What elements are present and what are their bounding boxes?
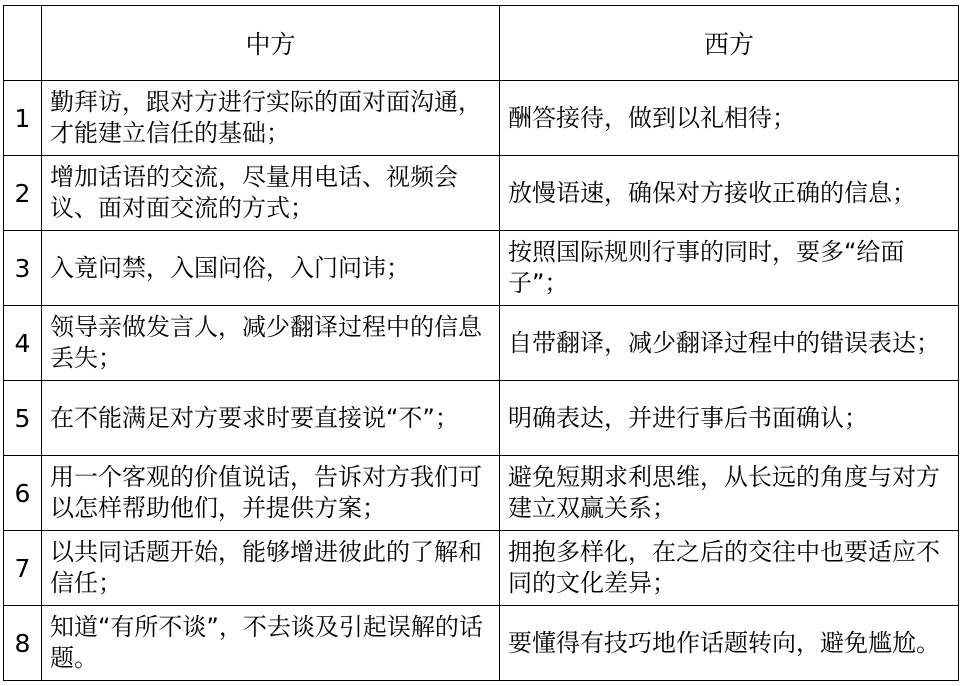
west-cell: 放慢语速，确保对方接收正确的信息； bbox=[500, 156, 959, 231]
west-cell: 酬答接待，做到以礼相待； bbox=[500, 81, 959, 156]
header-row bbox=[4, 6, 959, 81]
header-china: 中方 bbox=[42, 6, 500, 81]
table-row bbox=[4, 456, 959, 531]
china-cell: 领导亲做发言人，减少翻译过程中的信息丢失； bbox=[42, 306, 500, 381]
west-cell: 拥抱多样化，在之后的交往中也要适应不同的文化差异； bbox=[500, 531, 959, 606]
west-cell: 避免短期求利思维，从长远的角度与对方建立双赢关系； bbox=[500, 456, 959, 531]
table-row bbox=[4, 381, 959, 456]
china-cell: 知道“有所不谈”，不去谈及引起误解的话题。 bbox=[42, 606, 500, 681]
comparison-table-container bbox=[3, 5, 959, 681]
china-cell: 用一个客观的价值说话，告诉对方我们可以怎样帮助他们，并提供方案； bbox=[42, 456, 500, 531]
table-row bbox=[4, 156, 959, 231]
header-index bbox=[4, 6, 42, 81]
china-cell: 增加话语的交流，尽量用电话、视频会议、面对面交流的方式； bbox=[42, 156, 500, 231]
row-number: 5 bbox=[4, 381, 42, 456]
row-number: 4 bbox=[4, 306, 42, 381]
row-number: 6 bbox=[4, 456, 42, 531]
row-number: 3 bbox=[4, 231, 42, 306]
table-row bbox=[4, 606, 959, 681]
row-number: 2 bbox=[4, 156, 42, 231]
china-cell: 入竟问禁，入国问俗，入门问讳； bbox=[42, 231, 500, 306]
row-number: 8 bbox=[4, 606, 42, 681]
table-row bbox=[4, 81, 959, 156]
comparison-table bbox=[3, 5, 959, 681]
china-cell: 以共同话题开始，能够增进彼此的了解和信任； bbox=[42, 531, 500, 606]
table-row bbox=[4, 306, 959, 381]
west-cell: 要懂得有技巧地作话题转向，避免尴尬。 bbox=[500, 606, 959, 681]
west-cell: 明确表达，并进行事后书面确认； bbox=[500, 381, 959, 456]
table-row bbox=[4, 531, 959, 606]
west-cell: 自带翻译，减少翻译过程中的错误表达； bbox=[500, 306, 959, 381]
west-cell: 按照国际规则行事的同时，要多“给面子”； bbox=[500, 231, 959, 306]
header-west: 西方 bbox=[500, 6, 959, 81]
china-cell: 勤拜访，跟对方进行实际的面对面沟通，才能建立信任的基础； bbox=[42, 81, 500, 156]
row-number: 1 bbox=[4, 81, 42, 156]
table-row bbox=[4, 231, 959, 306]
china-cell: 在不能满足对方要求时要直接说“不”； bbox=[42, 381, 500, 456]
row-number: 7 bbox=[4, 531, 42, 606]
